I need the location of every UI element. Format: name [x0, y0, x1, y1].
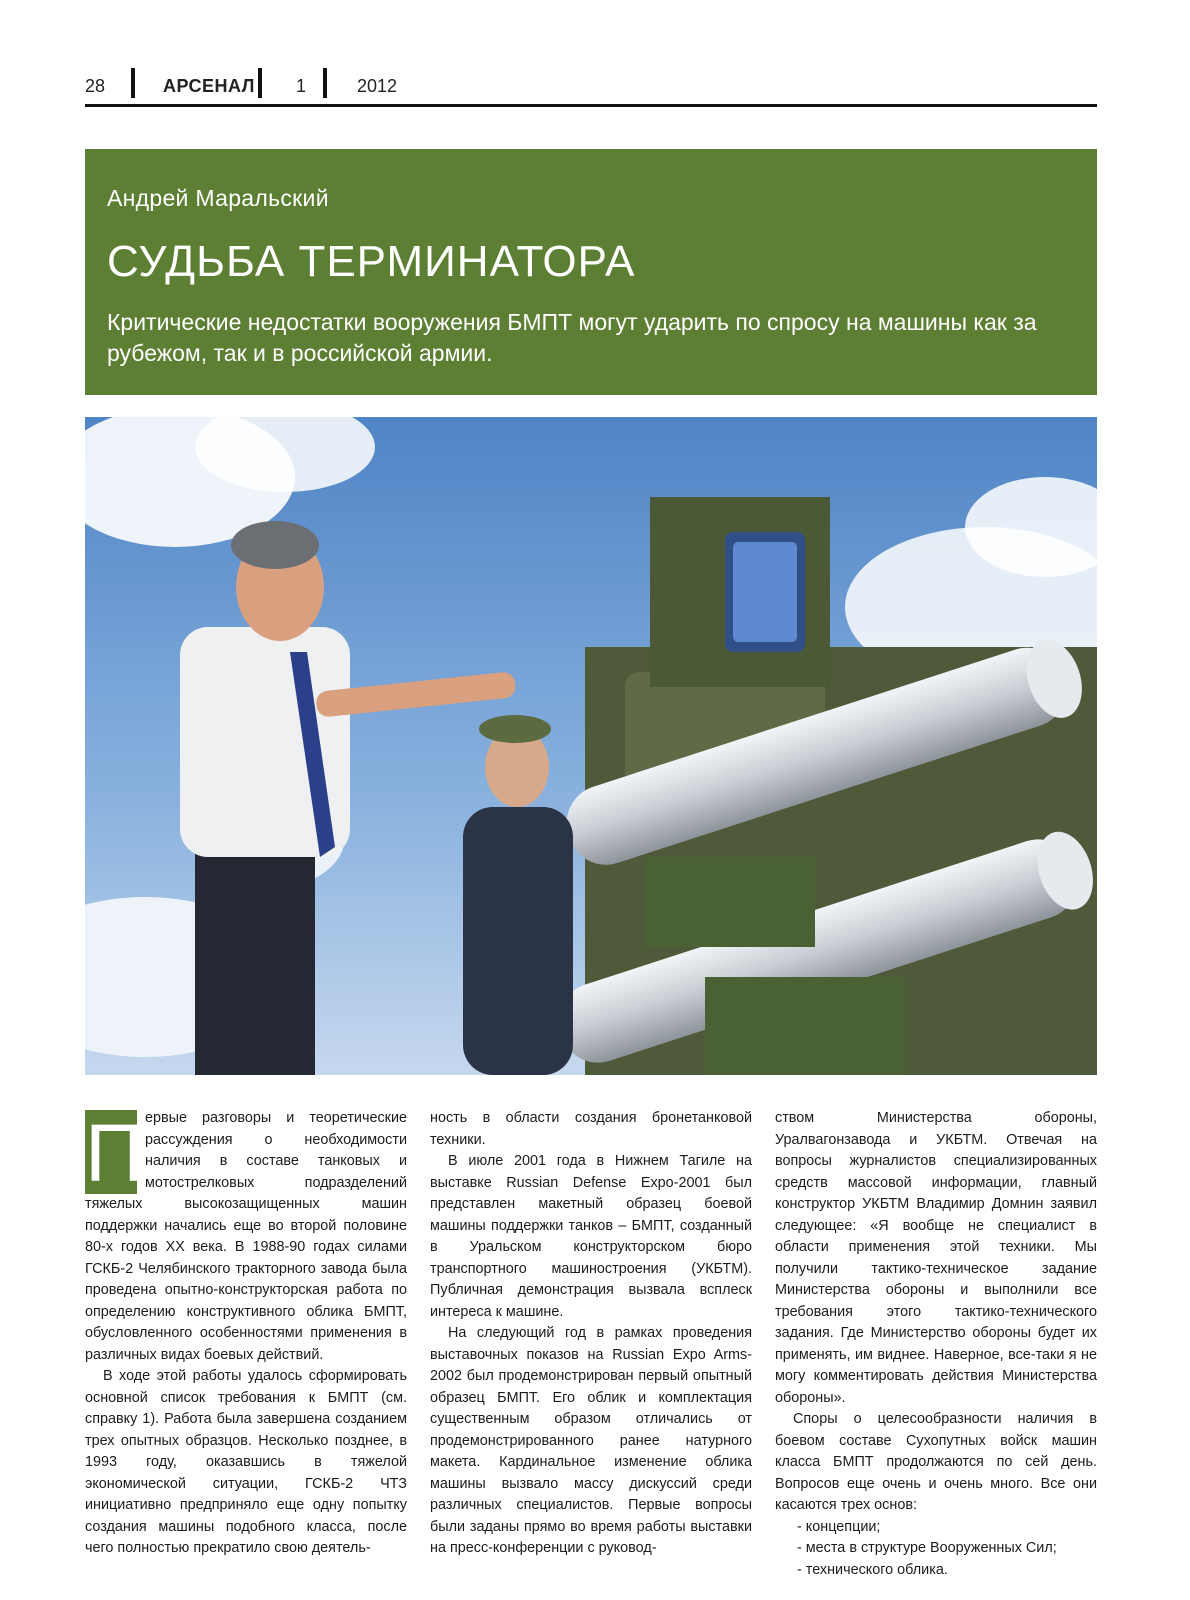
drop-cap: П [85, 1108, 144, 1199]
text-column-2 [430, 1108, 752, 1560]
paragraph: ством Министерства обороны, Уралвагонзавода и УКБТМ. Отвечая на вопросы журналистов специализированных средств массовой информации, главный конструктор УКБТМ Владимир Домнин заявил следующее: «Я вообще не специалист в области применения этой техники. Мы получили тактико-техническое задание Министерства обороны и выполнили все требования этого тактико-технического задания. Где Министерство обороны будет их применять, им виднее. Наверное, все-таки я не могу комментировать действия Министерства обороны». [775, 1110, 1097, 1406]
paragraph: Споры о целесообразности наличия в боевом составе Сухопутных войск машин класса БМПТ продолжаются по сей день. Вопросов еще очень и очень много. Все они касаются трех основ: [775, 1411, 1097, 1513]
article-author: Андрей Маральский [107, 185, 329, 211]
paragraph: На следующий год в рамках проведения выставочных показов на Russian Expo Arms-2002 был продемонстрирован первый опытный образец БМПТ. Его облик и комплектация существенным образом отличались от продемонстрированного ранее натурного макета. Кардинальное изменение облика машины вызвало массу дискуссий среди различных специалистов. Первые вопросы были заданы прямо во время работы выставки на пресс-конференции с руковод- [430, 1325, 752, 1556]
text-column-1 [85, 1108, 407, 1560]
title-banner [85, 149, 1097, 395]
list-item: - технического облика. [797, 1561, 948, 1578]
issue-number: 1 [296, 76, 307, 96]
paragraph: ность в области создания бронетанковой техники. [430, 1110, 752, 1148]
magazine-name: АРСЕНАЛ [163, 76, 255, 96]
bullet-list [775, 1517, 1097, 1582]
article-title: СУДЬБА ТЕРМИНАТОРА [107, 237, 636, 286]
article-lead: Критические недостатки вооружения БМПТ могут ударить по спросу на машины как за рубежом, так и в российской армии. [107, 309, 1037, 366]
paragraph: В ходе этой работы удалось сформировать основной список требования к БМПТ (см. справку 1). Работа была завершена созданием трех опытных образцов. Несколько позднее, в 1993 году, оказавшись в тяжелой экономической ситуации, ГСКБ-2 ЧТЗ инициативно предприняло еще одну попытку создания машины подобного класса, после чего полностью прекратило свою деятель- [85, 1368, 407, 1556]
header-divider [131, 68, 135, 98]
article-photo [85, 417, 1097, 1075]
header-rule [85, 104, 1097, 107]
header-divider [258, 68, 262, 98]
page-number: 28 [85, 76, 106, 96]
paragraph: П ервые разговоры и теоретические рассуждения о необходимости наличия в составе танковых и мотострелковых подразделений тяжелых высокозащищенных машин поддержки начались еще во второй половине 80-х годов XX века. В 1988-90 годах силами ГСКБ-2 Челябинского тракторного завода была проведена опытно-конструкторская работа по определению конструктивного облика БМПТ, обусловленного особенностями применения в различных видах боевых действий. [85, 1108, 407, 1363]
header-divider [323, 68, 327, 98]
paragraph: В июле 2001 года в Нижнем Тагиле на выставке Russian Defense Expo-2001 был представлен макетный образец боевой машины поддержки танков – БМПТ, созданный в Уральском конструкторском бюро транспортного машиностроения (УКБТМ). Публичная демонстрация вызвала всплеск интереса к машине. [430, 1153, 752, 1320]
running-header [85, 68, 1097, 106]
text-column-3 [775, 1108, 1097, 1581]
list-item: - места в структуре Вооруженных Сил; [797, 1540, 1057, 1556]
issue-year: 2012 [357, 76, 398, 96]
list-item: - концепции; [797, 1518, 881, 1535]
